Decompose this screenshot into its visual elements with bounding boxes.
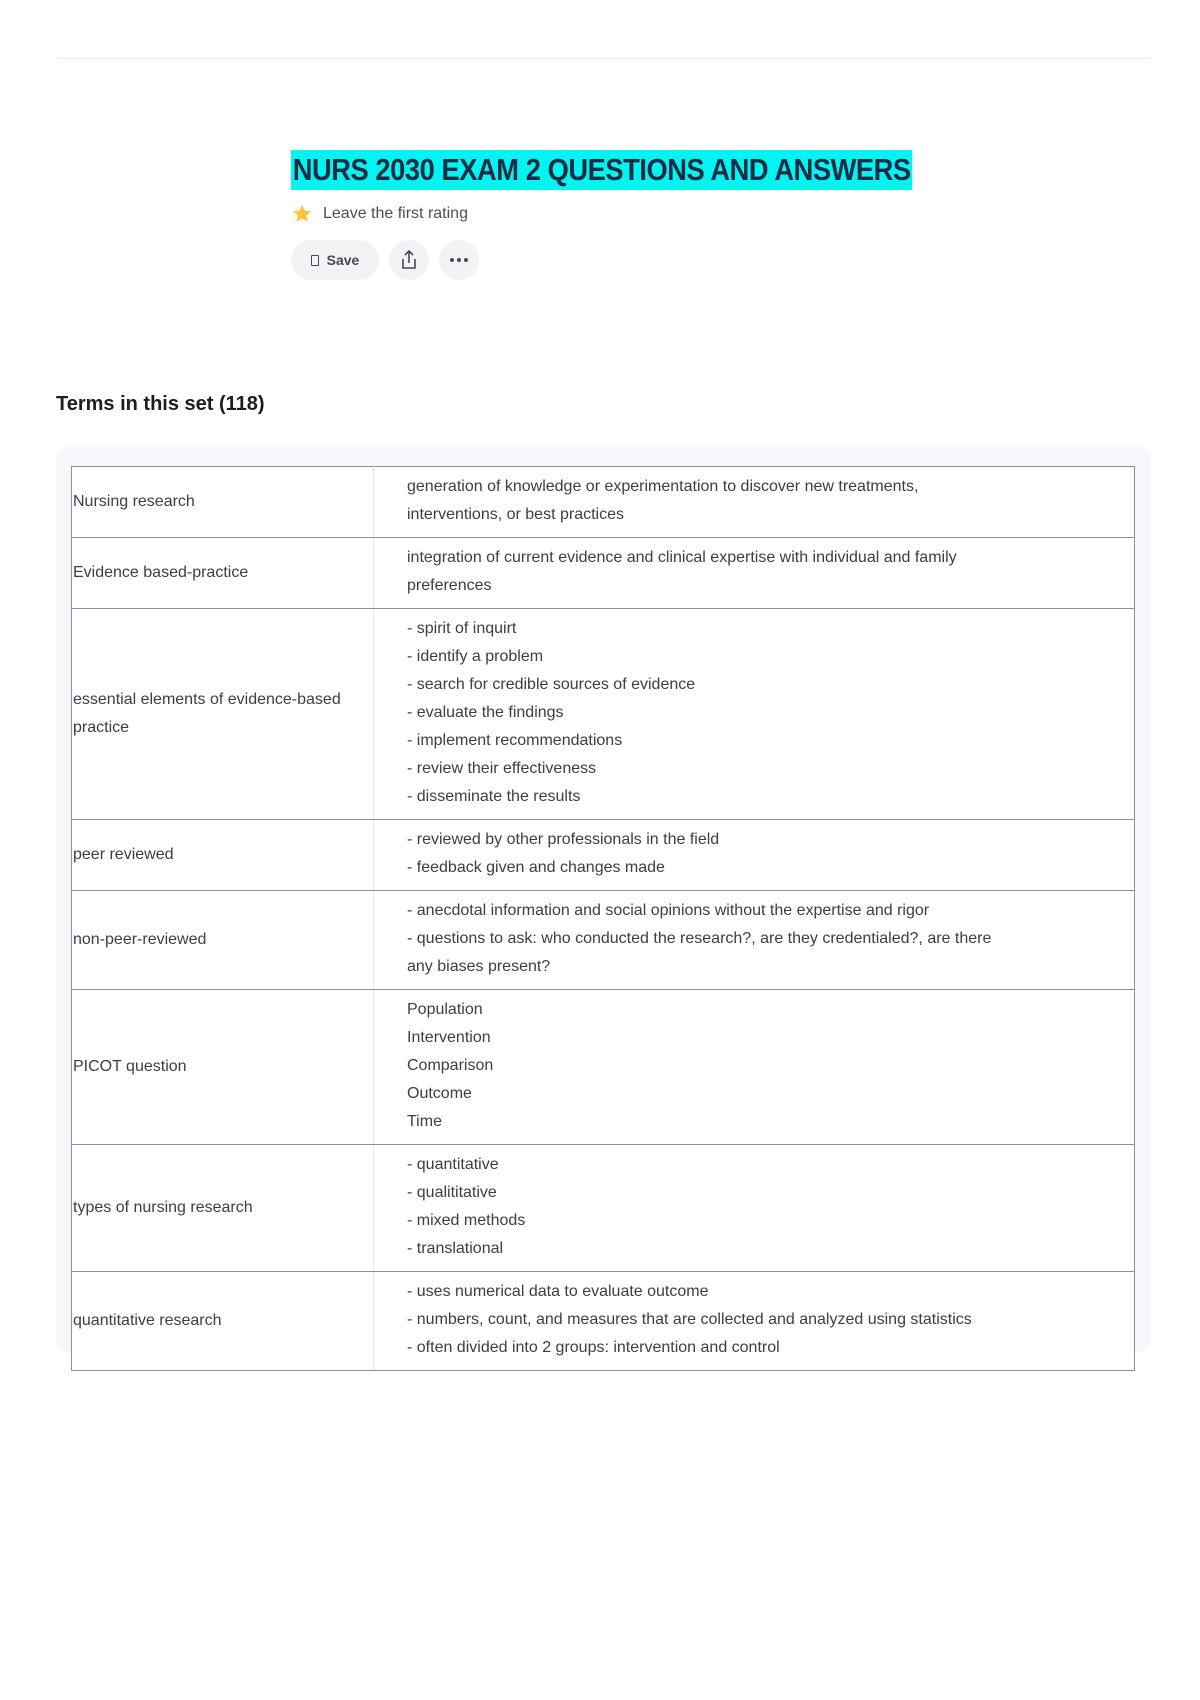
definition-line: - review their effectiveness <box>407 760 597 777</box>
term-row <box>72 609 1135 820</box>
definition-line: - quantitative <box>407 1156 499 1173</box>
term-cell <box>72 609 374 820</box>
definition-line: preferences <box>407 577 492 594</box>
definition-line: integration of current evidence and clinical expertise with individual and family <box>407 549 957 566</box>
save-label: Save <box>326 252 360 268</box>
more-options-button[interactable] <box>439 240 479 280</box>
term-cell <box>72 1272 374 1371</box>
definition-line: - uses numerical data to evaluate outcome <box>407 1283 709 1300</box>
term-row <box>72 538 1135 609</box>
definition-cell <box>374 990 1135 1145</box>
star-icon <box>291 203 313 225</box>
term-row <box>72 1145 1135 1272</box>
definition-line: - often divided into 2 groups: intervention and control <box>407 1339 780 1356</box>
definition-line: - anecdotal information and social opinions without the expertise and rigor <box>407 902 930 919</box>
leave-rating-link[interactable]: Leave the first rating <box>323 205 468 222</box>
bookmark-icon <box>311 255 319 266</box>
definition-cell <box>374 891 1135 990</box>
definition-line: - reviewed by other professionals in the field <box>407 831 720 848</box>
share-icon <box>399 249 419 271</box>
more-icon <box>449 257 469 263</box>
definition-line: - evaluate the findings <box>407 704 564 721</box>
definition-cell <box>374 609 1135 820</box>
share-button[interactable] <box>389 240 429 280</box>
terms-heading: Terms in this set (118) <box>56 393 265 415</box>
definition-line: Population <box>407 1001 483 1018</box>
definition-line: - implement recommendations <box>407 732 623 749</box>
definition-line: Time <box>407 1113 442 1130</box>
term-row <box>72 990 1135 1145</box>
definition-line: - qualititative <box>407 1184 497 1201</box>
term-text: Evidence based-practice <box>73 564 249 581</box>
term-cell <box>72 538 374 609</box>
action-bar <box>291 240 997 280</box>
document-header <box>291 150 997 280</box>
term-text: types of nursing research <box>73 1199 253 1216</box>
title-wrapper <box>291 150 997 190</box>
definition-line: interventions, or best practices <box>407 506 624 523</box>
definition-line: - spirit of inquirt <box>407 620 517 637</box>
definition-line: - translational <box>407 1240 504 1257</box>
definition-cell <box>374 467 1135 538</box>
term-cell <box>72 990 374 1145</box>
term-cell <box>72 1145 374 1272</box>
term-row <box>72 820 1135 891</box>
term-text: PICOT question <box>73 1058 187 1075</box>
definition-line: Intervention <box>407 1029 491 1046</box>
definition-line: - questions to ask: who conducted the research?, are they credentialed?, are there <box>407 930 992 947</box>
term-cell <box>72 467 374 538</box>
definition-line: - mixed methods <box>407 1212 526 1229</box>
definition-line: Comparison <box>407 1057 494 1074</box>
definition-line: - disseminate the results <box>407 788 581 805</box>
term-row <box>72 467 1135 538</box>
definition-cell <box>374 1272 1135 1371</box>
definition-line: - search for credible sources of evidence <box>407 676 696 693</box>
definition-line: generation of knowledge or experimentation to discover new treatments, <box>407 478 919 495</box>
terms-body <box>72 467 1135 1371</box>
term-text: Nursing research <box>73 493 195 510</box>
term-row <box>72 1272 1135 1371</box>
term-cell <box>72 891 374 990</box>
term-row <box>72 891 1135 990</box>
definition-line: - feedback given and changes made <box>407 859 665 876</box>
terms-table <box>71 466 1135 1371</box>
definition-cell <box>374 820 1135 891</box>
top-divider <box>58 58 1150 59</box>
term-text: non-peer-reviewed <box>73 931 207 948</box>
term-text: peer reviewed <box>73 846 174 863</box>
definition-cell <box>374 538 1135 609</box>
document-title: NURS 2030 EXAM 2 QUESTIONS AND ANSWERS <box>291 150 912 190</box>
term-text: essential elements of evidence-based practice <box>73 691 341 736</box>
term-cell <box>72 820 374 891</box>
term-text: quantitative research <box>73 1312 222 1329</box>
save-button[interactable] <box>291 240 379 280</box>
rating-row[interactable] <box>291 202 997 226</box>
definition-line: Outcome <box>407 1085 472 1102</box>
definition-line: - identify a problem <box>407 648 544 665</box>
definition-cell <box>374 1145 1135 1272</box>
definition-line: any biases present? <box>407 958 551 975</box>
definition-line: - numbers, count, and measures that are collected and analyzed using statistics <box>407 1311 972 1328</box>
